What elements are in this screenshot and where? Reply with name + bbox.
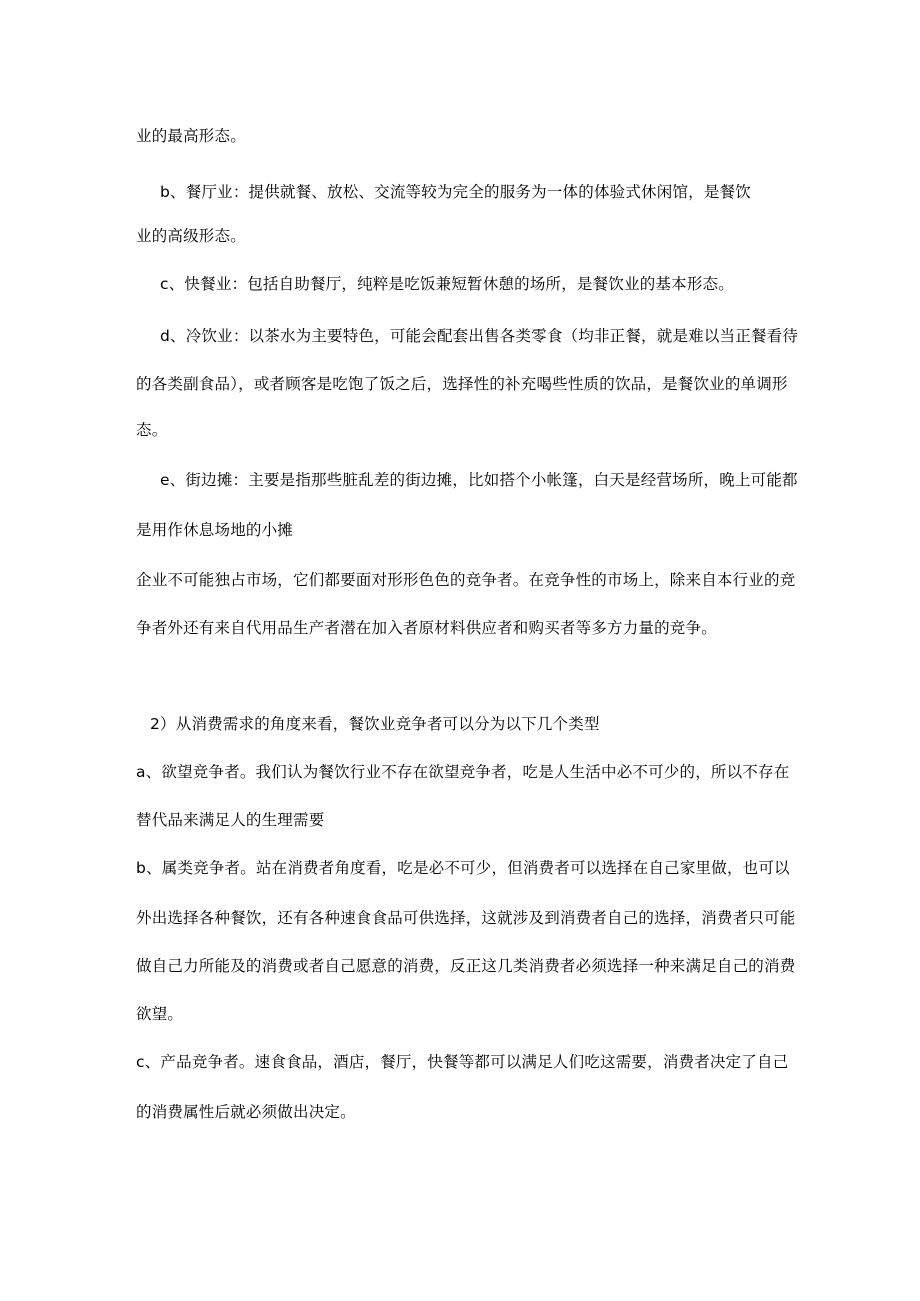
text-line: 替代品来满足人的生理需要 [136, 811, 325, 829]
text-line: b、餐厅业：提供就餐、放松、交流等较为完全的服务为一体的体验式休闲馆，是餐饮 [160, 183, 751, 201]
text-line: 做自己力所能及的消费或者自己愿意的消费，反正这几类消费者必须选择一种来满足自己的消费 [136, 957, 796, 975]
text-line: 的各类副食品），或者顾客是吃饱了饭之后，选择性的补充喝些性质的饮品，是餐饮业的单调形 [136, 375, 788, 393]
text-line: a、欲望竞争者。我们认为餐饮行业不存在欲望竞争者，吃是人生活中必不可少的，所以不存在 [136, 763, 790, 781]
text-line: 欲望。 [136, 1005, 184, 1023]
text-line: 的消费属性后就必须做出决定。 [136, 1103, 356, 1121]
text-line: 业的最高形态。 [136, 127, 246, 145]
text-line: d、冷饮业：以茶水为主要特色，可能会配套出售各类零食（均非正餐，就是难以当正餐看待 [160, 327, 799, 345]
text-line: 企业不可能独占市场，它们都要面对形形色色的竞争者。在竞争性的市场上，除来自本行业的竞 [136, 571, 796, 589]
text-line: 争者外还有来自代用品生产者潜在加入者原材料供应者和购买者等多方力量的竞争。 [136, 619, 717, 637]
text-line: e、街边摊：主要是指那些脏乱差的街边摊，比如搭个小帐篷，白天是经营场所，晚上可能都 [160, 471, 798, 489]
text-line: c、产品竞争者。速食食品，酒店，餐厅，快餐等都可以满足人们吃这需要，消费者决定了自己 [136, 1053, 789, 1071]
text-line: 是用作休息场地的小摊 [136, 521, 294, 539]
text-line: 业的高级形态。 [136, 227, 246, 245]
section-heading: 2）从消费需求的角度来看，餐饮业竞争者可以分为以下几个类型 [150, 715, 600, 733]
text-line: 态。 [136, 421, 168, 439]
text-line: 外出选择各种餐饮，还有各种速食食品可供选择，这就涉及到消费者自己的选择，消费者只可能 [136, 909, 796, 927]
text-line: c、快餐业：包括自助餐厅，纯粹是吃饭兼短暂休憩的场所，是餐饮业的基本形态。 [160, 275, 734, 293]
text-line: b、属类竞争者。站在消费者角度看，吃是必不可少，但消费者可以选择在自己家里做，也可以 [136, 859, 790, 877]
